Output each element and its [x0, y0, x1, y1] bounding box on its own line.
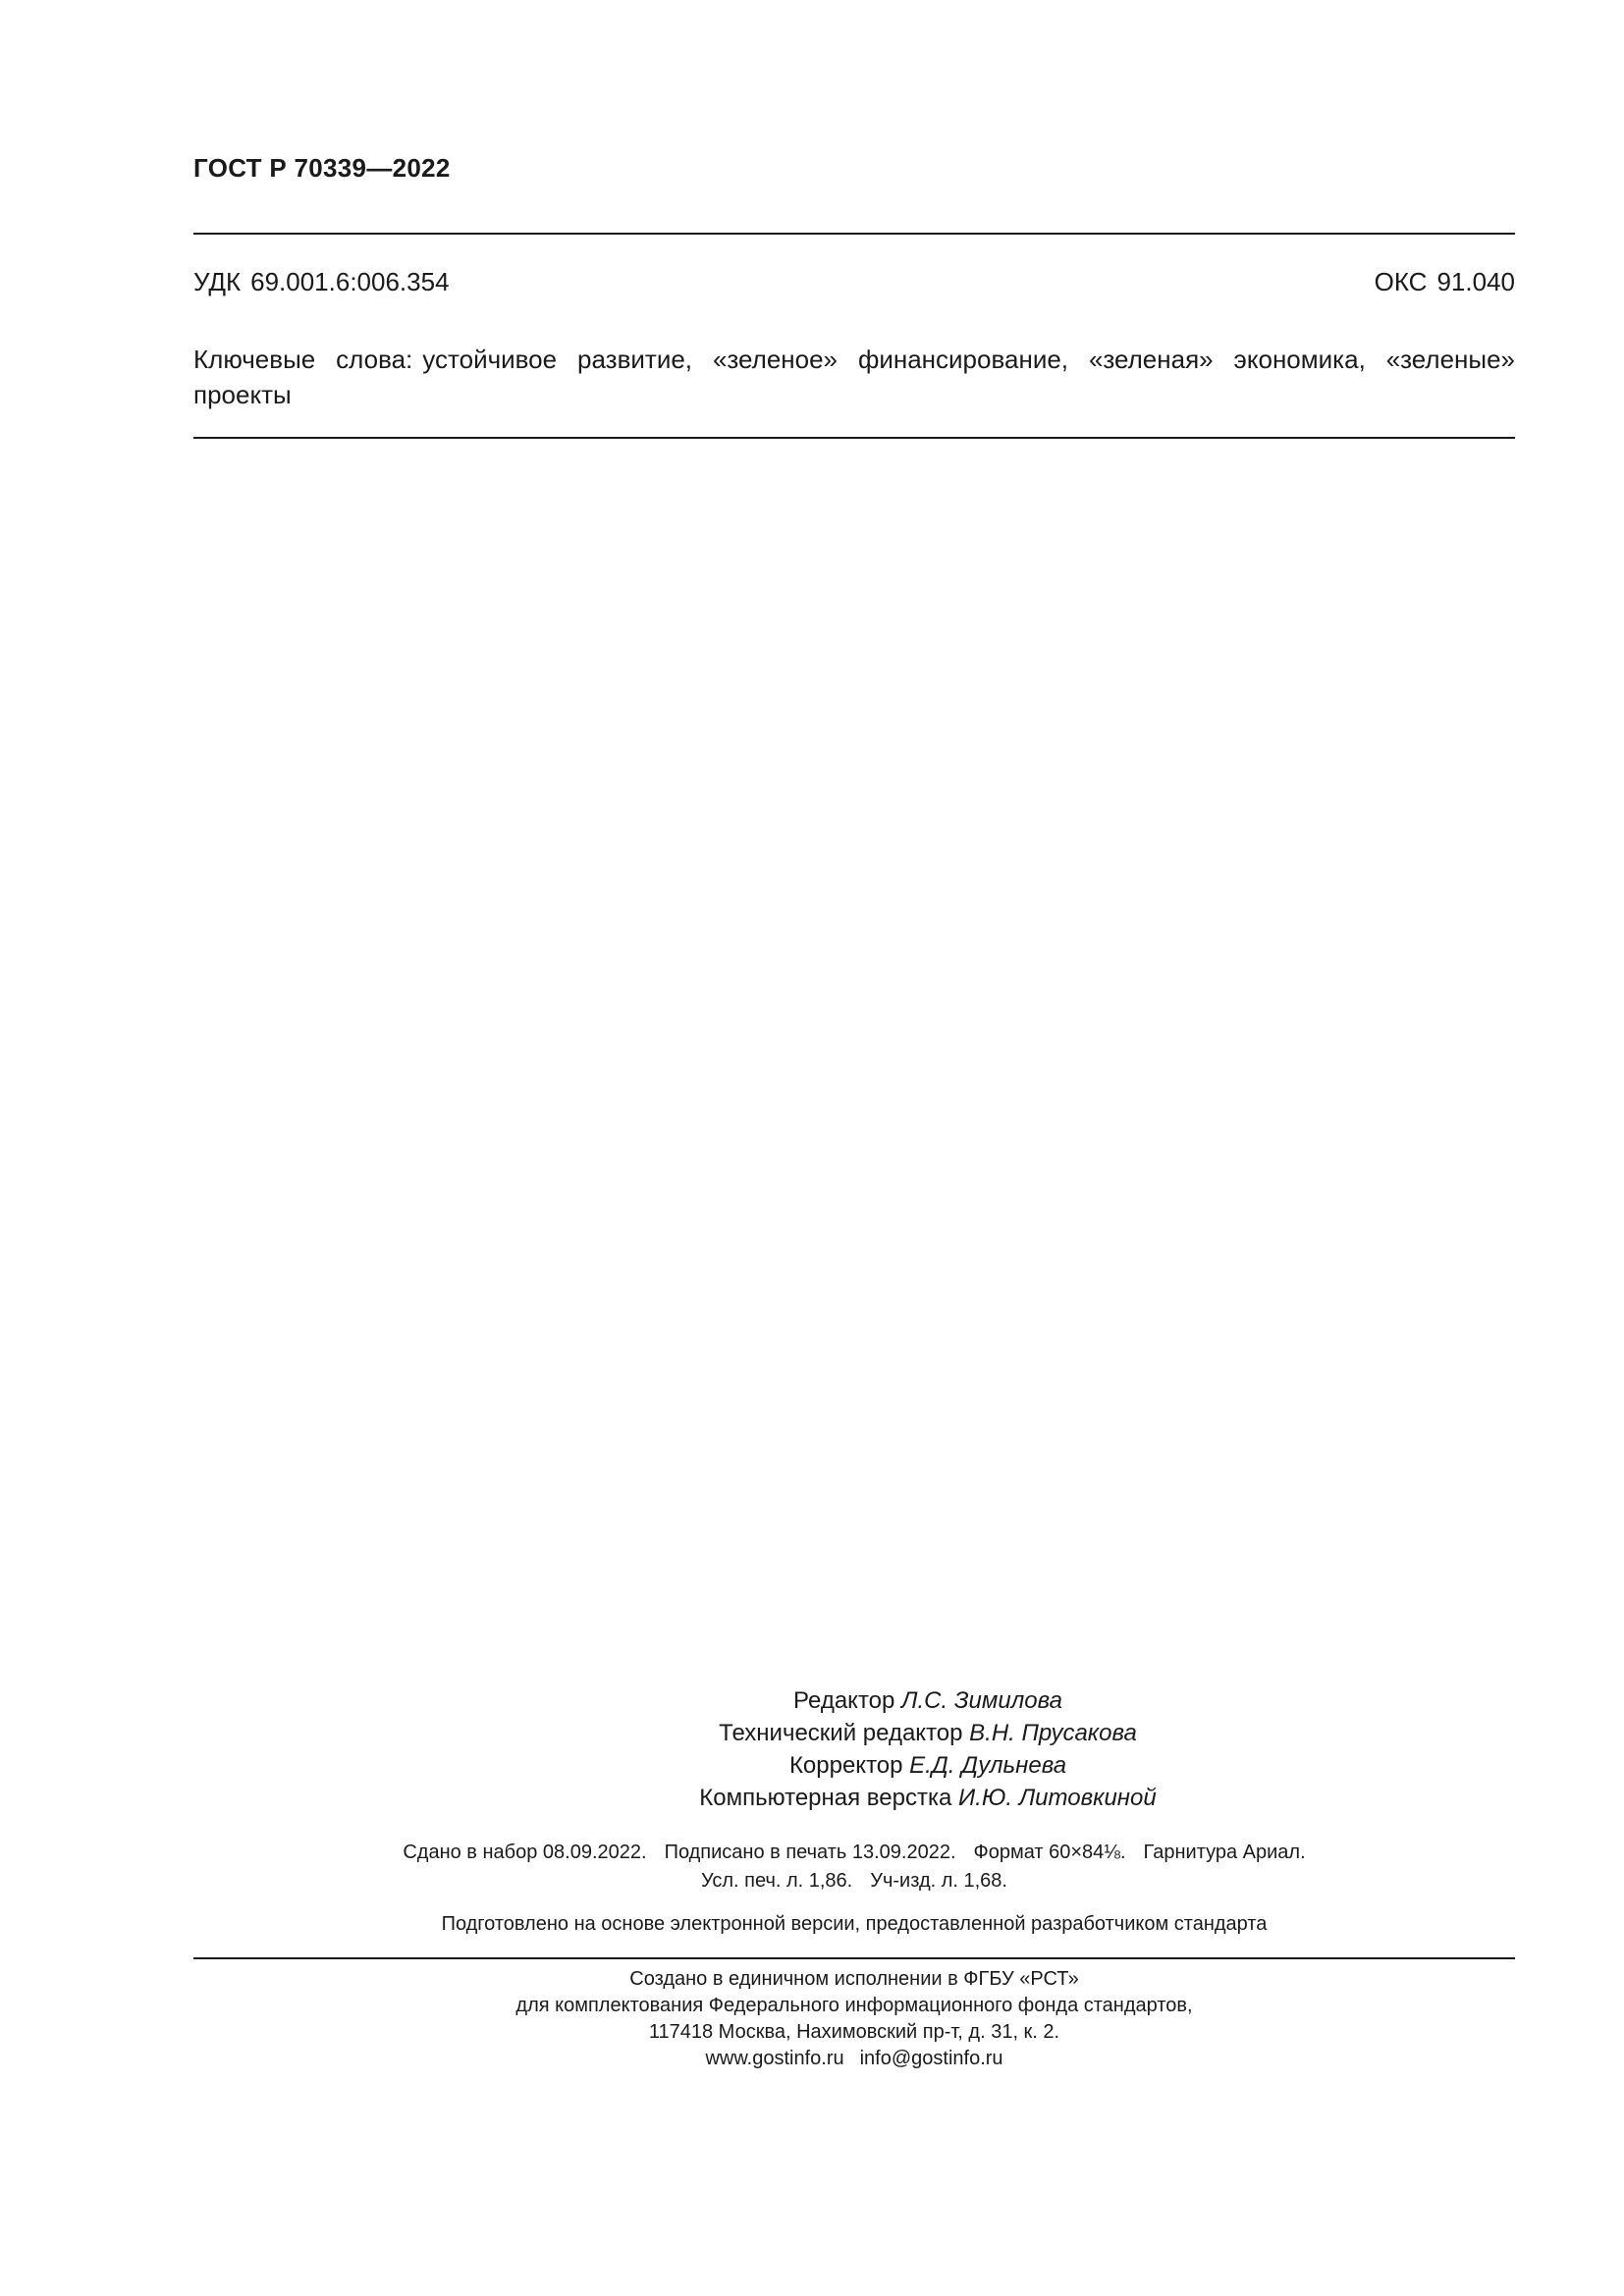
standard-code: ГОСТ Р 70339—2022	[193, 153, 451, 183]
classification-codes	[193, 267, 1515, 297]
udk-code	[193, 267, 450, 297]
publication-sheets: Уч-изд. л. 1,68.	[870, 1870, 1007, 1892]
keywords-divider	[193, 437, 1515, 439]
print-info	[193, 1839, 1515, 1896]
credit-name: В.Н. Прусакова	[969, 1720, 1137, 1746]
credit-tech-editor	[579, 1717, 1276, 1749]
paper-format: Формат 60×84⅛.	[973, 1842, 1126, 1863]
credit-role: Технический редактор	[719, 1720, 963, 1746]
publisher-line-1: Создано в единичном исполнении в ФГБУ «РСТ»	[629, 1968, 1079, 1990]
print-sheets: Усл. печ. л. 1,86.	[701, 1870, 853, 1892]
keywords-text: устойчивое развитие, «зеленое» финансирование, «зеленая» экономика, «зеленые» проекты	[193, 345, 1516, 409]
publisher-email: info@gostinfo.ru	[859, 2048, 1003, 2069]
credit-name: Е.Д. Дульнева	[909, 1752, 1067, 1779]
publisher-info	[193, 1966, 1515, 2072]
publisher-line-2: для комплектования Федерального информационного фонда стандартов,	[515, 1995, 1193, 2016]
keywords	[193, 342, 1515, 412]
typeface: Гарнитура Ариал.	[1143, 1842, 1306, 1863]
print-info-line-1	[193, 1839, 1515, 1867]
oks-code	[1375, 267, 1515, 297]
credit-role: Компьютерная верстка	[699, 1785, 952, 1811]
udk-value: 69.001.6:006.354	[250, 267, 450, 296]
credit-role: Редактор	[793, 1687, 895, 1714]
oks-value: 91.040	[1436, 267, 1515, 296]
publisher-website: www.gostinfo.ru	[705, 2048, 844, 2069]
credit-layout	[579, 1782, 1276, 1814]
prepared-note: Подготовлено на основе электронной версии, предоставленной разработчиком стандарта	[441, 1913, 1268, 1935]
print-info-line-2	[193, 1867, 1515, 1896]
oks-label: ОКС	[1374, 267, 1428, 296]
credits-block	[579, 1684, 1276, 1814]
credit-name: Л.С. Зимилова	[901, 1687, 1062, 1714]
publisher-divider	[193, 1957, 1515, 1959]
top-divider	[193, 233, 1515, 235]
credit-name: И.Ю. Литовкиной	[958, 1785, 1157, 1811]
keywords-label: Ключевые слова:	[193, 345, 413, 374]
publisher-address: 117418 Москва, Нахимовский пр-т, д. 31, к. 2.	[648, 2021, 1060, 2043]
signed-date: Подписано в печать 13.09.2022.	[664, 1842, 956, 1863]
publisher-contacts	[193, 2046, 1515, 2072]
credit-proofreader	[579, 1749, 1276, 1782]
udk-label: УДК	[193, 267, 242, 296]
credit-editor	[579, 1684, 1276, 1717]
typeset-date: Сдано в набор 08.09.2022.	[403, 1842, 647, 1863]
credit-role: Корректор	[788, 1752, 903, 1779]
